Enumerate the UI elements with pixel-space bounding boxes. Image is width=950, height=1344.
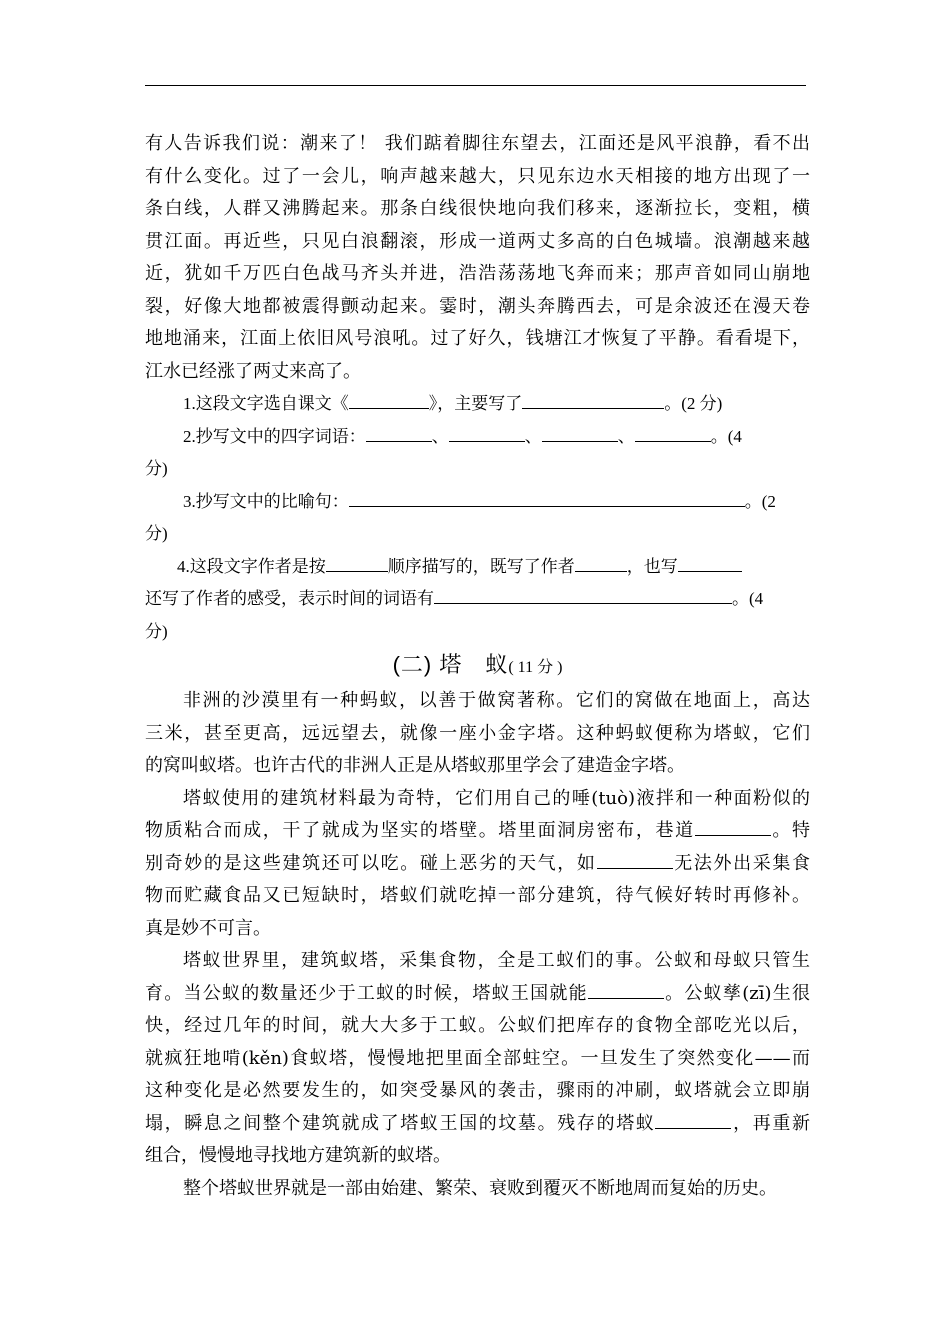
- question-number: 4.: [177, 556, 190, 576]
- paragraph-line: 这种变化是必然要发生的，如突受暴风的袭击，骤雨的冲刷，蚁塔就会立即崩: [145, 1080, 810, 1101]
- question-text: 》，主要写了: [428, 394, 523, 414]
- paragraph-line: 真是妙不可言。: [145, 917, 271, 939]
- answer-blank[interactable]: [349, 489, 745, 507]
- passage-tidal-bore: [145, 128, 810, 388]
- paragraph-line: 非洲的沙漠里有一种蚂蚁，以善于做窝著称。它们的窝做在地面上，高达: [183, 690, 810, 711]
- answer-blank[interactable]: [349, 391, 429, 409]
- paragraph-text: 。公蚁孳(zī)生很: [663, 982, 810, 1004]
- question-3: [145, 486, 810, 551]
- paragraph-line: 三米，甚至更高，远远望去，就像一座小金字塔。这种蚂蚁便称为塔蚁，它们: [145, 722, 810, 744]
- paragraph-text: 别奇妙的是这些建筑还可以吃。碰上恶劣的天气，如: [145, 852, 597, 874]
- answer-blank[interactable]: [366, 424, 432, 442]
- section-score: ( 11 分 ): [508, 659, 563, 676]
- passage-line: 有什么变化。过了一会儿，响声越来越大，只见东边水天相接的地方出现了一: [145, 165, 810, 187]
- paragraph-text: 无法外出采集食: [672, 852, 811, 874]
- question-score: 分): [145, 524, 168, 543]
- question-score: 。(2: [744, 491, 776, 511]
- question-text: 顺序描写的，既写了作者: [387, 556, 575, 577]
- question-number: 1.: [183, 394, 196, 413]
- answer-blank[interactable]: [588, 981, 664, 999]
- passage-line: 裂，好像大地都被震得颤动起来。霎时，潮头奔腾西去，可是余波还在漫天卷: [145, 295, 810, 317]
- answer-blank[interactable]: [678, 554, 742, 572]
- question-score: 。(4: [710, 426, 742, 446]
- answer-blank[interactable]: [522, 391, 664, 409]
- paragraph-line: 整个塔蚁世界就是一部由始建、繁荣、衰败到覆灭不断地周而复始的历史。: [183, 1177, 777, 1199]
- answer-blank[interactable]: [655, 1111, 731, 1129]
- paragraph-line: 组合，慢慢地寻找地方建筑新的蚁塔。: [145, 1145, 451, 1166]
- question-number: 2.: [183, 426, 196, 446]
- paragraph-4: [145, 1173, 810, 1206]
- paragraph-line: [145, 1108, 810, 1141]
- passage-line: 条白线，人群又沸腾起来。那条白线很快地向我们移来，逐渐拉长，变粗，横: [145, 198, 810, 219]
- paragraph-2: [145, 783, 810, 946]
- paragraph-line: 的窝叫蚁塔。也许古代的非洲人正是从塔蚁那里学会了建造金字塔。: [145, 755, 685, 776]
- passage-line: 有人告诉我们说：潮来了！ 我们踮着脚往东望去，江面还是风平浪静，看不出: [145, 133, 810, 154]
- question-score: 分): [145, 459, 168, 478]
- question-text: ，也写: [626, 556, 678, 577]
- question-text: 抄写文中的比喻句：: [195, 491, 349, 512]
- question-text: 还写了作者的感受，表示时间的词语有: [145, 589, 434, 609]
- separator: 、: [524, 426, 542, 447]
- answer-blank[interactable]: [695, 818, 771, 836]
- paragraph-line: [145, 848, 810, 881]
- passage-line: 贯江面。再近些，只见白浪翻滚，形成一道两丈多高的白色城墙。浪潮越来越: [145, 230, 810, 252]
- paragraph-line: 快，经过几年的时间，就大大多于工蚁。公蚁们把库存的食物全部吃光以后，: [145, 1015, 810, 1036]
- separator: 、: [431, 426, 449, 447]
- paragraph-1: [145, 685, 810, 783]
- answer-blank[interactable]: [434, 586, 732, 604]
- answer-blank[interactable]: [542, 424, 618, 442]
- question-text: 这段文字作者是按: [189, 556, 326, 577]
- paragraph-line: 物而贮藏食品又已短缺时，塔蚁们就吃掉一部分建筑，待气候好转时再修补。: [145, 885, 810, 906]
- question-2: [145, 421, 810, 486]
- passage-line: 地地涌来，江面上依旧风号浪吼。过了好久，钱塘江才恢复了平静。看看堤下，: [145, 328, 810, 349]
- paragraph-line: [145, 815, 810, 848]
- question-score: 分): [145, 621, 168, 641]
- answer-blank[interactable]: [575, 554, 627, 572]
- separator: 、: [617, 426, 635, 447]
- question-score: 。(2 分): [664, 394, 723, 413]
- question-1: [145, 388, 810, 421]
- paragraph-text: 塌，瞬息之间整个建筑就成了塔蚁王国的坟墓。残存的塔蚁: [145, 1112, 656, 1134]
- question-score: 。(4: [732, 589, 764, 608]
- question-number: 3.: [183, 491, 196, 511]
- section-title: [145, 648, 810, 685]
- question-text: 抄写文中的四字词语：: [195, 426, 366, 447]
- answer-blank[interactable]: [449, 424, 525, 442]
- paragraph-line: [145, 978, 810, 1011]
- passage-line: 江水已经涨了两丈来高了。: [145, 360, 361, 382]
- answer-blank[interactable]: [597, 851, 673, 869]
- passage-line: 近，犹如千万匹白色战马齐头并进，浩浩荡荡地飞奔而来；那声音如同山崩地: [145, 263, 810, 284]
- question-4: [145, 551, 810, 649]
- document-body: [145, 128, 810, 1205]
- paragraph-text: ，再重新: [731, 1112, 811, 1134]
- paragraph-line: 塔蚁使用的建筑材料最为奇特，它们用自己的唾(tuò)液拌和一种面粉似的: [183, 787, 810, 809]
- paragraph-text: 。特: [770, 820, 811, 841]
- section-title-text: (二) 塔 蚁: [392, 652, 509, 677]
- paragraph-line: 就疯狂地啃(kěn)食蚁塔，慢慢地把里面全部蛀空。一旦发生了突然变化——而: [145, 1047, 810, 1069]
- question-text: 这段文字选自课文《: [195, 394, 349, 414]
- header-rule: [145, 85, 806, 86]
- paragraph-text: 物质粘合而成，干了就成为坚实的塔壁。塔里面洞房密布，巷道: [145, 820, 695, 841]
- answer-blank[interactable]: [635, 424, 711, 442]
- answer-blank[interactable]: [326, 554, 388, 572]
- paragraph-text: 育。当公蚁的数量还少于工蚁的时候，塔蚁王国就能: [145, 982, 588, 1004]
- paragraph-3: [145, 945, 810, 1173]
- paragraph-line: 塔蚁世界里，建筑蚁塔，采集食物，全是工蚁们的事。公蚁和母蚁只管生: [183, 950, 810, 971]
